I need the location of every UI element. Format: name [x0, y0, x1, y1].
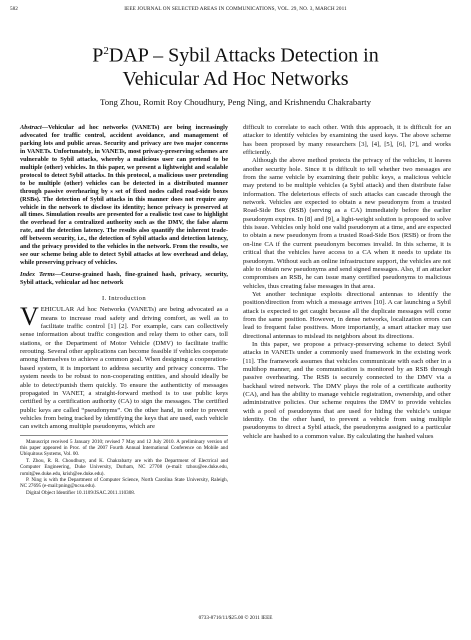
copyright-footer: 0733-8716/11/$25.00 © 2011 IEEE	[198, 615, 273, 621]
footnotes	[20, 435, 228, 497]
intro-text: EHICULAR Ad hoc Networks (VANETs) are being advocated as a means to increase road safety and driving comfort, as well as to facilitate traffic control [1] [2]. For example, cars can collectively sense information about traffic congestion and relay them to other cars, toll stations, or the Department of Motor Vehicle (DMV) to facilitate traffic rerouting. Several other applications can become feasible if vehicles cooperate among themselves to achieve a common goal. When designing a cooperation-based system, it is important to address security and privacy concerns. The system needs to be robust to non-cooperating entities, and should ideally be able to detect/punish them quickly. To ensure the authenticity of messages propagated in VANET, a straight-forward method is to use public keys certified by a certification authority (CA) to sign the messages. The certified public keys are called “pseudonyms”. On the other hand, in order to prevent vehicles from being tracked by identifying the keys that are used, each vehicle can switch among multiple pseudonyms, which are	[20, 306, 228, 431]
abstract	[20, 124, 228, 267]
journal-name: IEEE JOURNAL ON SELECTED AREAS IN COMMUNICATIONS, VOL. 29, NO. 3, MARCH 2011	[124, 6, 347, 12]
abstract-label: Abstract	[20, 124, 42, 131]
index-terms-text: —Course-grained hash, fine-grained hash, privacy, security, Sybil attack, vehicular ad hoc network	[20, 271, 228, 287]
intro-paragraph	[20, 302, 228, 431]
paper-title	[60, 40, 411, 91]
footnote: Manuscript received 5 January 2010; revised 7 May and 12 July 2010. A preliminary version of this paper appeared in Proc. of the 2007 Fourth Annual International Conference on Mobile and Ubiquitous Systems, Vol. 00.	[20, 438, 228, 458]
paragraph: Although the above method protects the privacy of the vehicles, it leaves another security hole. Since it is difficult to tell whether two messages are from the same vehicle by examining their public keys, a malicious vehicle may pretend to be multiple vehicles (a Sybil attack) and then distribute false information. The deleterious effects of such attacks can cascade through the network. Vehicles are expected to obtain a new pseudonym from a trusted Road-Side Box (RSB) (serving as a CA) immediately before the earlier pseudonym expires. In [8] and [9], a light-weight solution is proposed to solve this issue. Vehicles only hold one valid pseudonym at a time, and are expected to obtain a new pseudonym from a trusted Road-Side Box (RSB) or from the on-line CA if the current pseudonym becomes invalid. In this scheme, it is critical that the vehicles have access to a CA when it needs to update its pseudonym. Without such an online infrastructure support, the vehicles are not able to obtain new pseudonyms and send signed messages. Also, if an attacker compromises an RSB, he can issue many certified pseudonyms to malicious vehicles, thus creating false messages in that area.	[243, 157, 451, 290]
index-terms	[20, 271, 228, 287]
page-number: 582	[10, 6, 18, 12]
index-terms-label: Index Terms	[20, 271, 55, 279]
right-column	[243, 124, 451, 441]
paragraph: In this paper, we propose a privacy-preserving scheme to detect Sybil attacks in VANETs under a commonly used framework in the existing work [11]. The framework assumes that vehicles communicate with each other in a multihop manner, and the communication is monitored by an RSB through passive overhearing. The RSB is securely connected to the DMV via a backhaul wired network. The DMV plays the role of a certificate authority (CA), and has the ability to manage vehicle registration, ownership, and other administrative policies. Our scheme requires the DMV to provide vehicles with a pool of pseudonyms that are used for hiding the vehicle’s unique identity. On the other hand, to prevent a vehicle from using multiple pseudonyms to direct a Sybil attack, the pseudonyms assigned to a particular vehicle are hashed to a common value. By calculating the hashed values	[243, 340, 451, 440]
footnote: Digital Object Identifier 10.1109/JSAC.2011.110308.	[26, 489, 136, 496]
abstract-text: —Vehicular ad hoc networks (VANETs) are being increasingly advocated for traffic control, accident avoidance, and management of parking lots and public areas. Security and privacy are two major concerns in VANETs. Unfortunately, in VANETs, most privacy-preserving schemes are vulnerable to Sybil attacks, whereby a malicious user can pretend to be multiple (other) vehicles. In this paper, we present a lightweight and scalable protocol to detect Sybil attacks. In this protocol, a malicious user pretending to be multiple (other) vehicles can be detected in a distributed manner through passive overhearing by s set of fixed nodes called road-side boxes (RSBs). The detection of Sybil attacks in this manner does not require any vehicle in the network to disclose its identity; hence privacy is preserved at all times. Simulation results are presented for a realistic test case to highlight the overhead for a centralized authority such as the DMV, the false alarm rate, and the detection latency. The results also quantify the inherent trade-off between security, i.e., the detection of Sybil attacks and detection latency, and the privacy provided to the vehicles in the network. From the results, we see our scheme being able to detect Sybil attacks at low overhead and delay, while preserving privacy of vehicles.	[20, 124, 228, 267]
running-header	[10, 6, 461, 16]
section-heading: I. Introduction	[101, 295, 147, 303]
footnote: T. Zhou, R. R. Choudhury, and K. Chakrabarty are with the Department of Electrical and Computer Engineering, Duke University, Durham, NC 27708 (e-mail: tzhou@ee.duke.edu, romit@ee.duke.edu, krish@ee.duke.edu).	[20, 457, 228, 477]
title-rest: DAP – Sybil Attacks Detection in Vehicular Ad Hoc Networks	[108, 44, 379, 90]
title-superscript: 2	[103, 45, 109, 57]
footnote: P. Ning is with the Department of Computer Science, North Carolina State University, Raleigh, NC 27695 (e-mail:pning@ncsu.edu).	[20, 477, 228, 490]
paragraph: difficult to correlate to each other. With this approach, it is difficult for an attacker to identify vehicles by examining the used keys. The above scheme has been proposed by many researchers [3], [4], [5], [6], [7], and works efficiently.	[243, 124, 451, 157]
paragraph: Yet another technique exploits directional antennas to identify the position/direction from which a message arrives [10]. A car launching a Sybil attack is expected to get caught because all the duplicate messages will come from the same position. However, in dense networks, localization errors can lead to frequent false positives. More importantly, a smart attacker may use directional antennas to mislead its neighbors about its directions.	[243, 290, 451, 340]
left-column	[20, 124, 228, 496]
title-prefix: P	[92, 44, 104, 67]
drop-cap: V	[20, 302, 39, 332]
author-list: Tong Zhou, Romit Roy Choudhury, Peng Ning, and Krishnendu Chakrabarty	[99, 97, 371, 107]
